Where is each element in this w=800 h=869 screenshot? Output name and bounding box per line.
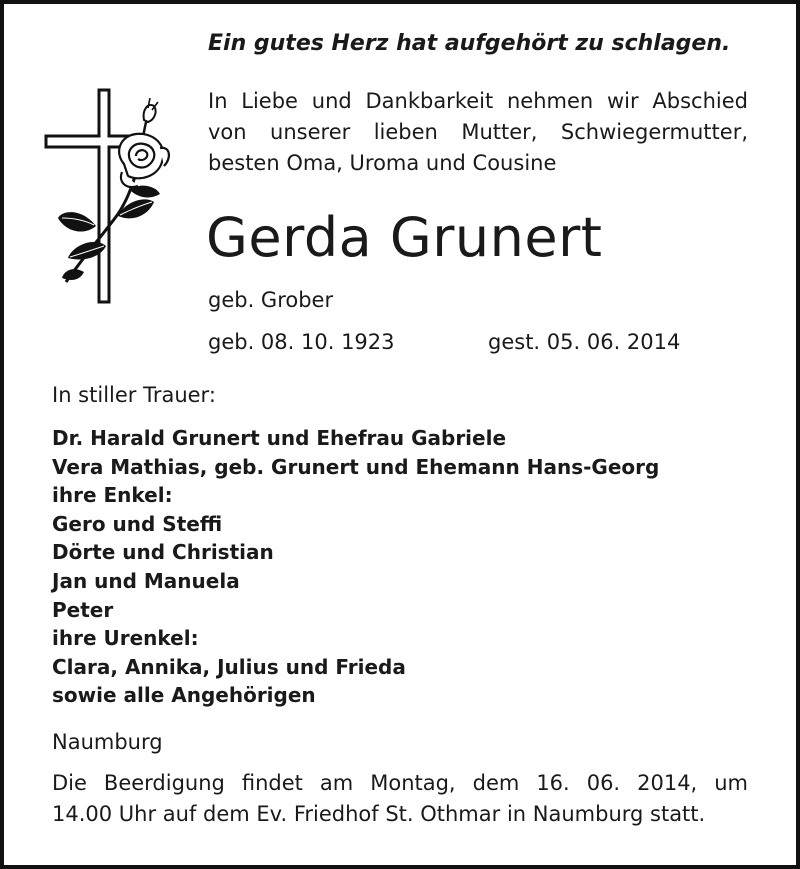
intro-line: von unserer lieben Mutter, Schwiegermutter,: [208, 120, 748, 144]
mourner-line: ihre Enkel:: [52, 483, 173, 508]
mourner-line: Gero und Steffi: [52, 511, 223, 536]
mourner-line: ihre Urenkel:: [52, 626, 199, 651]
place-name: Naumburg: [52, 730, 163, 754]
obituary-motto: Ein gutes Herz hat aufgehört zu schlagen.: [208, 31, 731, 56]
death-date: gest. 05. 06. 2014: [488, 330, 681, 354]
mourner-line: Clara, Annika, Julius und Frieda: [52, 654, 406, 679]
mourner-line: Dr. Harald Grunert und Ehefrau Gabriele: [52, 426, 507, 450]
mourner-line: Vera Mathias, geb. Grunert und Ehemann Hans-Georg: [52, 454, 660, 479]
mourner-line: Jan und Manuela: [52, 568, 240, 593]
mourners-heading: In stiller Trauer:: [52, 383, 216, 407]
notice-line: Die Beerdigung findet am Montag, dem 16. 06. 2014, um: [52, 771, 748, 795]
farewell-intro: [208, 86, 748, 179]
mourner-line: Dörte und Christian: [52, 540, 274, 565]
deceased-name: Gerda Grunert: [206, 206, 603, 269]
funeral-notice: [52, 768, 748, 830]
intro-line: In Liebe und Dankbarkeit nehmen wir Abschied: [208, 89, 748, 113]
mourner-line: Peter: [52, 597, 114, 622]
notice-line: 14.00 Uhr auf dem Ev. Friedhof St. Othmar in Naumburg statt.: [52, 802, 706, 826]
mourner-line: sowie alle Angehörigen: [52, 683, 316, 708]
cross-with-rose-icon: [44, 86, 174, 306]
intro-line: besten Oma, Uroma und Cousine: [208, 151, 557, 175]
mourners-list: [52, 424, 659, 710]
birth-date: geb. 08. 10. 1923: [208, 330, 395, 354]
birth-name: geb. Grober: [208, 288, 334, 312]
